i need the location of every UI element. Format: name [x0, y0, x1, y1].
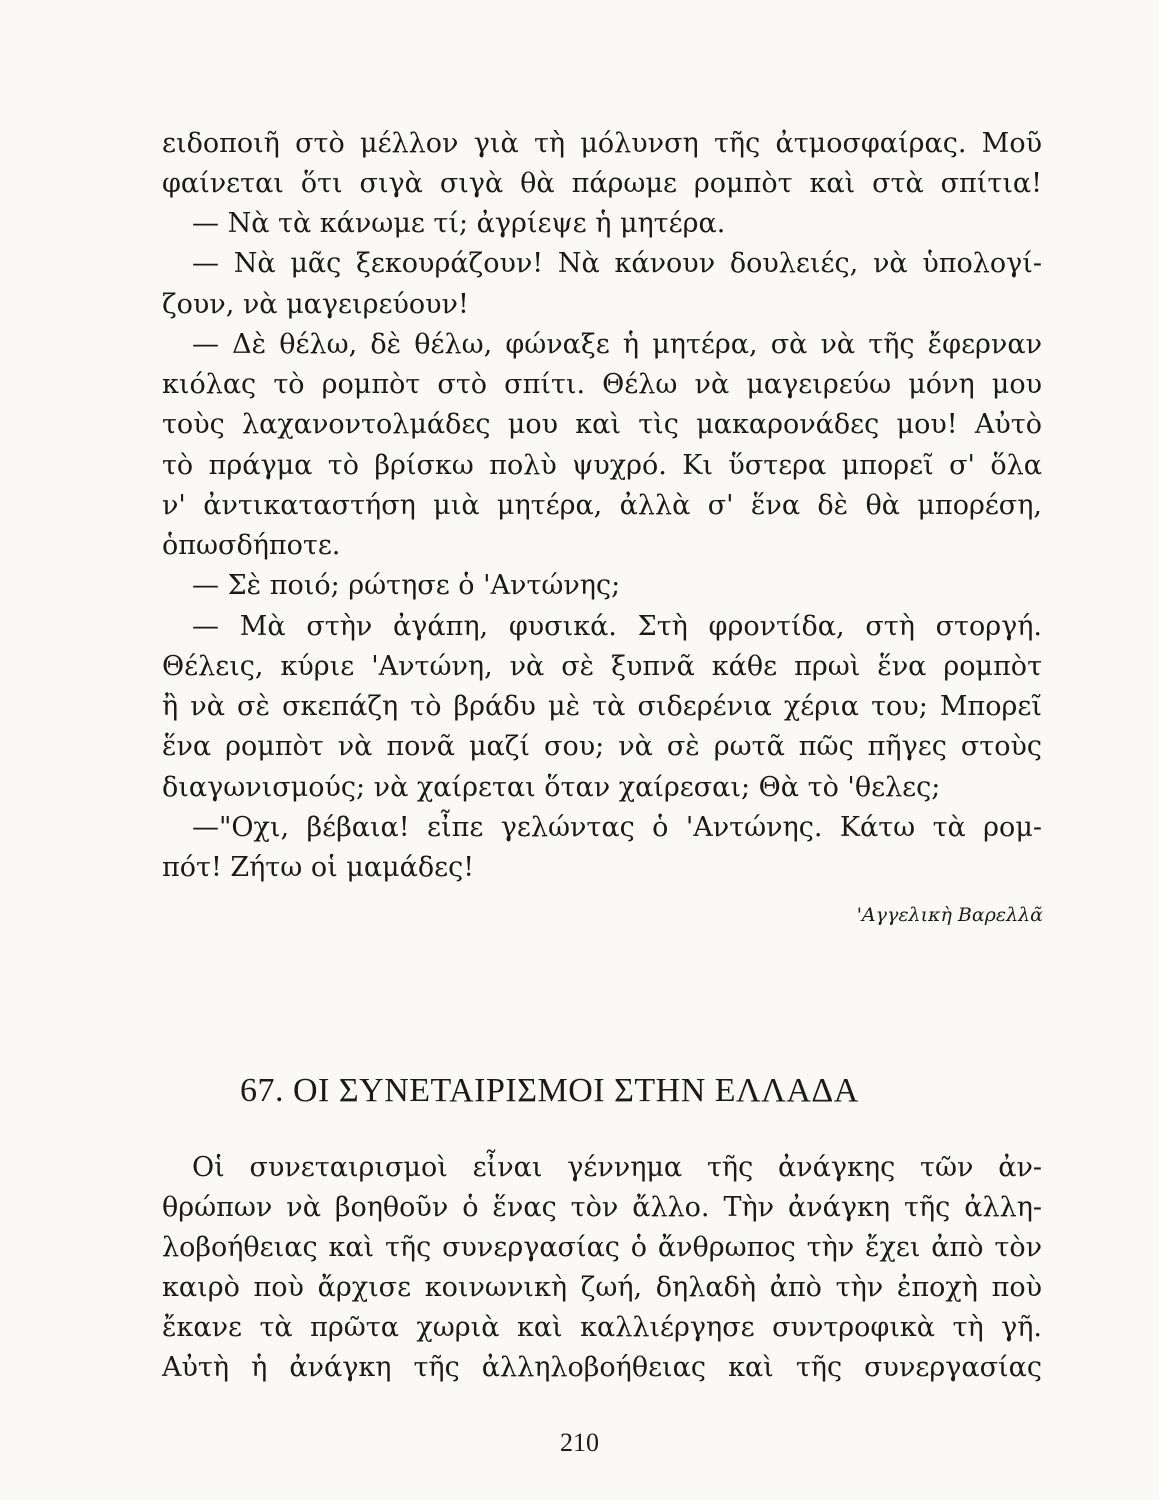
text-line: λοβοήθειας καὶ τῆς συνεργασίας ὁ ἄνθρωπος τὴν ἔχει ἀπὸ τὸν	[162, 1232, 1042, 1263]
text-line: — Δὲ θέλω, δὲ θέλω, φώναξε ἡ μητέρα, σὰ νὰ τῆς ἔφερναν	[192, 329, 1042, 360]
text-line: ἔκανε τὰ πρῶτα χωριὰ καὶ καλλιέργησε συντροφικὰ τὴ γῆ.	[162, 1312, 1042, 1343]
text-line: — Σὲ ποιό; ρώτησε ὁ 'Αντώνης;	[192, 570, 621, 601]
text-line: κιόλας τὸ ρομπὸτ στὸ σπίτι. Θέλω νὰ μαγειρεύω μόνη μου	[162, 369, 1042, 400]
author-signature: 'Αγγελικὴ Βαρελλᾶ	[856, 904, 1043, 926]
text-line: ἢ νὰ σὲ σκεπάζη τὸ βράδυ μὲ τὰ σιδερένια χέρια του; Μπορεῖ	[162, 691, 1042, 722]
text-line: ὁπωσδήποτε.	[162, 530, 341, 561]
text-line: ειδοποιῆ στὸ μέλλον γιὰ τὴ μόλυνση τῆς ἀτμοσφαίρας. Μοῦ	[162, 128, 1042, 159]
text-line: Οἱ συνεταιρισμοὶ εἶναι γέννημα τῆς ἀνάγκης τῶν ἀν-	[192, 1152, 1042, 1183]
text-line: πότ! Ζήτω οἱ μαμάδες!	[162, 852, 475, 883]
text-line: — Νὰ μᾶς ξεκουράζουν! Νὰ κάνουν δουλειές, νὰ ὑπολογί-	[192, 248, 1042, 279]
text-line: Αὐτὴ ἡ ἀνάγκη τῆς ἀλληλοβοήθειας καὶ τῆς συνεργασίας	[162, 1352, 1042, 1383]
section-heading: 67. ΟΙ ΣΥΝΕΤΑΙΡΙΣΜΟΙ ΣΤΗΝ ΕΛΛΑΔΑ	[240, 1072, 859, 1109]
text-line: τὸ πράγμα τὸ βρίσκω πολὺ ψυχρό. Κι ὕστερα μπορεῖ σ' ὅλα	[162, 450, 1042, 481]
text-line: τοὺς λαχανοντολμάδες μου καὶ τὶς μακαρονάδες μου! Αὐτὸ	[162, 409, 1042, 440]
text-line: ἕνα ρομπὸτ νὰ πονᾶ μαζί σου; νὰ σὲ ρωτᾶ πῶς πῆγες στοὺς	[162, 731, 1042, 762]
text-line: ν' ἀντικαταστήση μιὰ μητέρα, ἀλλὰ σ' ἕνα δὲ θὰ μπορέση,	[162, 490, 1042, 521]
text-line: — Νὰ τὰ κάνωμε τί; ἀγρίεψε ἡ μητέρα.	[192, 208, 726, 239]
page-number: 210	[560, 1428, 599, 1457]
text-line: ζουν, νὰ μαγειρεύουν!	[162, 289, 469, 320]
text-line: — Μὰ στὴν ἀγάπη, φυσικά. Στὴ φροντίδα, στὴ στοργή.	[192, 611, 1042, 642]
text-line: θρώπων νὰ βοηθοῦν ὁ ἕνας τὸν ἄλλο. Τὴν ἀνάγκη τῆς ἀλλη-	[162, 1192, 1042, 1223]
text-line: —"Οχι, βέβαια! εἶπε γελώντας ὁ 'Αντώνης. Κάτω τὰ ρομ-	[192, 812, 1042, 843]
text-line: Θέλεις, κύριε 'Αντώνη, νὰ σὲ ξυπνᾶ κάθε πρωὶ ἕνα ρομπὸτ	[162, 651, 1042, 682]
text-line: διαγωνισμούς; νὰ χαίρεται ὅταν χαίρεσαι; Θὰ τὸ 'θελες;	[162, 772, 941, 803]
text-line: καιρὸ ποὺ ἄρχισε κοινωνικὴ ζωή, δηλαδὴ ἀπὸ τὴν ἐποχὴ ποὺ	[162, 1272, 1042, 1303]
text-line: φαίνεται ὅτι σιγὰ σιγὰ θὰ πάρωμε ρομπὸτ καὶ στὰ σπίτια!	[162, 168, 1042, 199]
